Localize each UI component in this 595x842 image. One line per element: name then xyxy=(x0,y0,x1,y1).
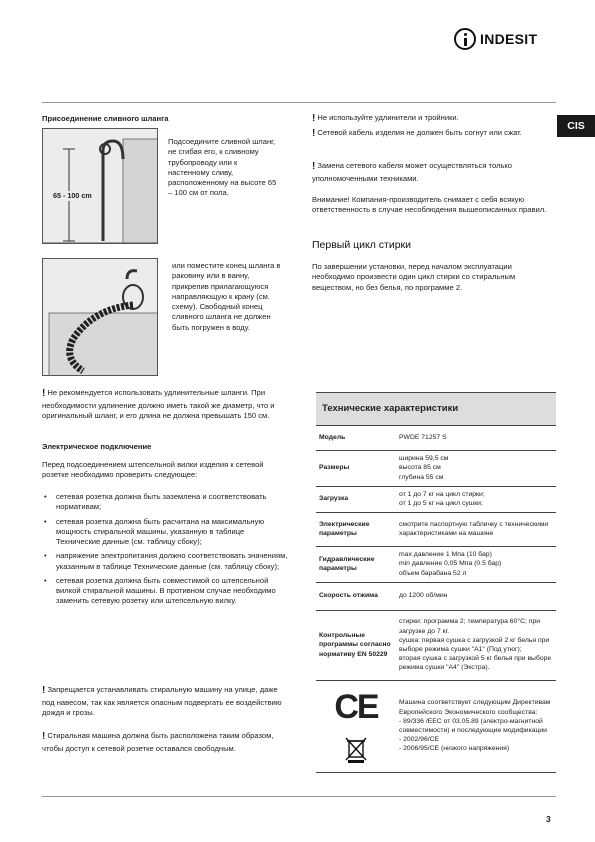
spec-value: смотрите паспортную табличку с техническими характеристиками на машине xyxy=(396,512,556,546)
table-row xyxy=(316,426,556,450)
hose-text-1: Подсоедините сливной шланг, не сгибая его, к сливному трубопроводу или к настенному сливу, расположенному на высоте 65 – 100 см от пола. xyxy=(168,137,277,198)
list-item: • сетевая розетка должна быть расчитана на максимальную мощность стиральной машины, указанную в таблице Технические данные (см. таблицу сбоку); xyxy=(42,517,288,548)
first-cycle-title: Первый цикл стирки xyxy=(312,239,411,251)
spec-key: Загрузка xyxy=(316,486,396,512)
spec-table-title: Технические характеристики xyxy=(316,392,556,426)
hose-wall-figure xyxy=(42,128,158,244)
hose-text-2: или поместите конец шланга в раковину или в ванну, прикрепив прилагающуюся направляющую к крану (см. схему). Свободный конец сливного шланга не должен быть погружен в воду. xyxy=(172,261,281,332)
warning-outdoor xyxy=(42,684,290,718)
electrical-intro: Перед подсоединением штепсельной вилки изделия к сетевой розетке необходимо проверить следующее: xyxy=(42,460,264,480)
warning-icon: ! xyxy=(42,388,46,399)
warning-extension-text: Не рекомендуется использовать удлинительные шланги. При необходимости удлинение должно иметь такой же диаметр, что и оригинальный шланг, и его длина не должна превышать 150 см. xyxy=(42,388,275,420)
page-number: 3 xyxy=(546,814,551,824)
spec-value: от 1 до 7 кг на цикл стирки; от 1 до 5 кг на цикл сушки; xyxy=(396,486,556,512)
spec-value: до 1200 об/мин xyxy=(396,582,556,610)
language-tab: CIS xyxy=(557,115,595,137)
indesit-logo-icon xyxy=(454,28,476,50)
hose-sink-figure xyxy=(42,258,158,376)
warning-icon: ! xyxy=(42,685,46,696)
list-item: • сетевая розетка должна быть заземлена и соответствовать нормативам; xyxy=(42,492,288,513)
spec-key: Контрольные программы согласно нормативу EN 50229 xyxy=(316,610,396,680)
warning-cable-replace-text: Замена сетевого кабеля может осуществляться только уполномоченными техниками. xyxy=(312,161,513,183)
first-cycle-text: По завершении установки, перед началом эксплуатации необходимо произвести один цикл стирки со стиральным веществом, но без белья, по программе 2. xyxy=(312,262,516,292)
warning-no-extensions xyxy=(312,112,556,126)
table-row xyxy=(316,582,556,610)
spec-key: Скорость отжима xyxy=(316,582,396,610)
warning-access xyxy=(42,730,290,754)
bottom-divider xyxy=(42,796,556,797)
table-row xyxy=(316,680,556,772)
height-label: 65 - 100 cm xyxy=(53,191,92,200)
warning-icon: ! xyxy=(312,128,316,139)
spec-key: Модель xyxy=(316,426,396,450)
warning-cable-bent-text: Сетевой кабель изделия не должен быть согнут или сжат. xyxy=(317,128,522,137)
hose-section-title: Присоединение сливного шланга xyxy=(42,114,169,123)
spec-key: Гидравлические параметры xyxy=(316,546,396,582)
table-row xyxy=(316,610,556,680)
spec-key: Электрические параметры xyxy=(316,512,396,546)
warning-extension xyxy=(42,387,290,421)
electrical-checklist xyxy=(42,488,288,607)
warning-icon: ! xyxy=(312,161,316,172)
electrical-title: Электрическое подключение xyxy=(42,442,152,451)
spec-table xyxy=(316,426,556,773)
warning-icon: ! xyxy=(312,113,316,124)
brand-logo xyxy=(454,28,537,50)
list-item: • сетевая розетка должна быть совместимой со штепсельной вилкой стиральной машины. В противном случае необходимо заменить сетевую розетку или штепсельную вилку. xyxy=(42,576,288,607)
spec-value: стирки: программа 2; температура 60°С; при загрузке до 7 кг. сушка: первая сушка с загрузкой 2 кг белья при выборе режима сушки "A1" (Под утюг); вторая сушка с загрузкой 5 кг белья при выборе режима сушки "A4" (Экстра). xyxy=(396,610,556,680)
warning-access-text: Стиральная машина должна быть расположена таким образом, чтобы доступ к сетевой розетке оставался свободным. xyxy=(42,731,274,753)
brand-name: INDESIT xyxy=(480,30,538,47)
warning-no-extensions-text: Не используйте удлинители и тройники. xyxy=(317,113,459,122)
ce-mark-icon: CE xyxy=(334,688,378,727)
table-row xyxy=(316,546,556,582)
attention-note: Внимание! Компания-производитель снимает с себя всякую ответственность в случае несоблюдения вышеописанных правил. xyxy=(312,195,547,215)
warning-icon: ! xyxy=(42,731,46,742)
sink-drain-diagram xyxy=(43,259,158,376)
wall-drain-diagram xyxy=(43,129,158,244)
table-row xyxy=(316,512,556,546)
weee-bin-icon xyxy=(345,737,367,763)
table-row xyxy=(316,486,556,512)
top-divider xyxy=(42,102,556,103)
spec-value: max давление 1 Мпа (10 бар) min давление 0,05 Мпа (0.5 бар) объем барабана 52 л xyxy=(396,546,556,582)
spec-value: PWDE 71257 S xyxy=(396,426,556,450)
warning-cable-replace xyxy=(312,160,556,184)
spec-key: Размеры xyxy=(316,450,396,486)
spec-value: ширина 59,5 см высота 85 см глубина 55 см xyxy=(396,450,556,486)
table-row xyxy=(316,450,556,486)
ce-compliance-text: Машина соответствует следующим Директивам Европейского Экономического сообщества: - 89/336 /EEC от 03.05.89 (электро-магнитной совместимости) и последующие модификации - 2002/96/CE - 2006/95/CE (низкого напряжения) xyxy=(396,680,556,772)
ce-mark-cell xyxy=(316,680,396,772)
warning-outdoor-text: Запрещается устанавливать стиральную машину на улице, даже под навесом, так как является опасным подвергать ее воздействию дождя и грозы. xyxy=(42,685,282,717)
warning-cable-bent xyxy=(312,127,552,141)
list-item: • напряжение электропитания должно соответствовать значениям, указанным в таблице Технические данные (см. таблицу сбоку); xyxy=(42,551,288,572)
